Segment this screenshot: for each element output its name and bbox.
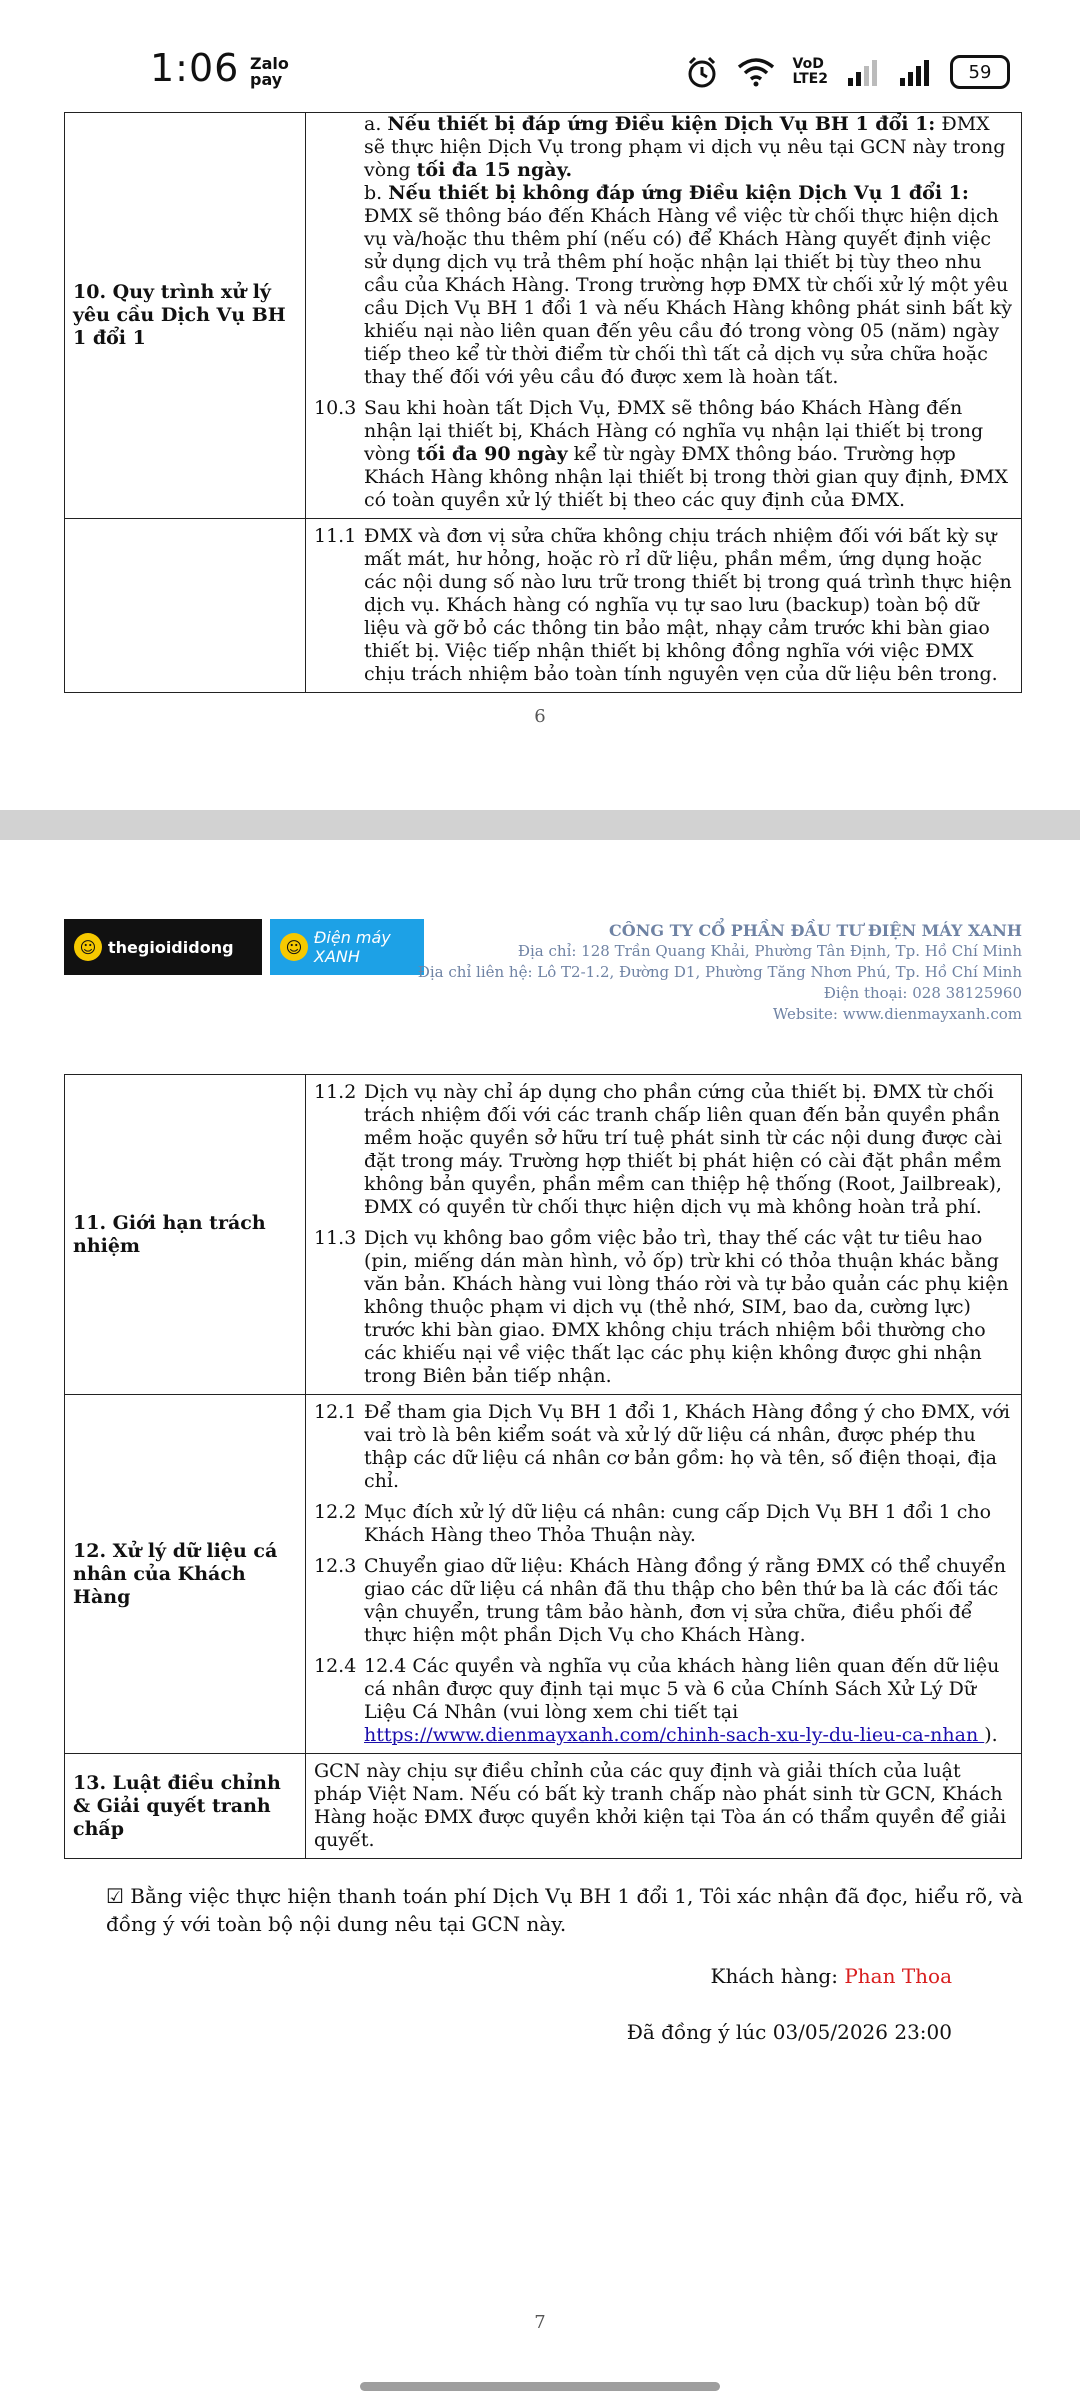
company-info [418,920,1022,1025]
row-heading [65,519,306,693]
clause-bold: tối đa 15 ngày. [416,159,573,181]
clause-text: ĐMX sẽ thực hiện Dịch Vụ trong phạm vi dịch vụ nêu tại GCN này trong vòng [364,113,1006,181]
page-number: 7 [534,2312,546,2333]
clause-12-3 [314,1555,1013,1647]
zalopay-icon [250,56,289,88]
privacy-policy-link[interactable]: https://www.dienmayxanh.com/chinh-sach-xu-ly-du-lieu-ca-nhan [364,1724,985,1746]
volte-label-2: LTE2 [792,71,828,87]
row-content [306,1075,1022,1395]
clause-body [364,397,1013,512]
clause-number: 11.3 [314,1227,357,1249]
clause-bold: tối đa 90 ngày [416,443,568,465]
clause-text: Dịch vụ không bao gồm việc bảo trì, thay thế các vật tư tiêu hao (pin, miếng dán màn hình, vỏ ốp) trừ khi có thỏa thuận khác bằng văn bản. Khách hàng vui lòng tháo rời và tự bảo quản các phụ kiện không thuộc phạm vi dịch vụ (thẻ nhớ, SIM, bao da, cường lực) trước khi bàn giao. ĐMX không chịu trách nhiệm bồi thường cho các khiếu nại về việc thất lạc các phụ kiện không được ghi nhận trong Biên bản tiếp nhận. [364,1227,1009,1387]
agreed-timestamp: Đã đồng ý lúc 03/05/2026 23:00 [626,2020,952,2044]
clause-12-4 [314,1655,1013,1747]
volte-icon [793,57,828,87]
page-number: 6 [534,706,546,727]
row-content [306,1395,1022,1754]
clause-10-2a [314,113,1013,182]
logo-text: thegioididong [108,937,234,957]
clause-10-3 [314,397,1013,512]
clause-12-2 [314,1501,1013,1547]
company-name: CÔNG TY CỔ PHẦN ĐẦU TƯ ĐIỆN MÁY XANH [609,921,1022,940]
row-content [306,519,1022,693]
brand-logos [64,919,424,975]
clause-text: ĐMX sẽ thông báo đến Khách Hàng về việc từ chối thực hiện dịch vụ và/hoặc thu thêm phí (nếu có) để Khách Hàng quyết định việc sử dụng dịch vụ trả thêm phí hoặc nhận lại thiết bị tùy theo nhu cầu của Khách Hàng. Trong trường hợp ĐMX từ chối xử lý một yêu cầu Dịch Vụ BH 1 đổi 1 và nếu Khách Hàng không phát sinh bất kỳ khiếu nại nào liên quan đến yêu cầu đó trong vòng 05 (năm) ngày tiếp theo kể từ thời điểm từ chối thì tất cả dịch vụ sửa chữa hoặc thay thế đối với yêu cầu đó được xem là hoàn tất. [364,205,1012,388]
signal-icon [846,58,880,86]
row-heading: 13. Luật điều chỉnh & Giải quyết tranh chấp [65,1754,306,1859]
clause-11-3 [314,1227,1013,1388]
clause-11-2 [314,1081,1013,1219]
clause-text: kể từ ngày ĐMX thông báo. Trường hợp Khách Hàng không nhận lại thiết bị trong thời gian quy định, ĐMX có toàn quyền xử lý thiết bị theo các quy định của ĐMX. [364,443,1008,511]
signal-icon [898,58,932,86]
clause-number: 10.3 [314,397,357,419]
clause-bold: Nếu thiết bị đáp ứng Điều kiện Dịch Vụ BH 1 đổi 1: [387,113,936,135]
customer-name: Phan Thoa [844,1964,952,1988]
clause-text: ĐMX và đơn vị sửa chữa không chịu trách nhiệm đối với bất kỳ sự mất mát, hư hỏng, hoặc rò rỉ dữ liệu, phần mềm, ứng dụng hoặc các nội dung số nào lưu trữ trong thiết bị trong quá trình thực hiện dịch vụ. Khách hàng có nghĩa vụ tự sao lưu (backup) toàn bộ dữ liệu và gỡ bỏ các thông tin bảo mật, nhạy cảm trước khi bàn giao thiết bị. Việc tiếp nhận thiết bị không đồng nghĩa với việc ĐMX chịu trách nhiệm bảo toàn tính nguyên vẹn của dữ liệu bên trong. [364,525,1012,685]
logo-text: Điện máy XANH [314,928,391,966]
clause-number: 12.2 [314,1501,357,1523]
agreement-confirmation: ☑ Bằng việc thực hiện thanh toán phí Dịch Vụ BH 1 đổi 1, Tôi xác nhận đã đọc, hiểu rõ, và đồng ý với toàn bộ nội dung nêu tại GCN này. [106,1884,1024,1936]
clause-number: 11.1 [314,525,357,547]
page-separator [0,810,1080,840]
zalopay-label-1: Zalo [250,54,289,73]
zalopay-label-2: pay [250,70,283,89]
clause-number: 11.2 [314,1081,357,1103]
table-row [65,1075,1022,1395]
clause-number: 12.4 [314,1655,357,1677]
clause-number: 12.1 [314,1401,357,1423]
clause-12-1 [314,1401,1013,1493]
row-heading: 10. Quy trình xử lý yêu cầu Dịch Vụ BH 1 đổi 1 [65,113,306,519]
company-address: Địa chỉ: 128 Trần Quang Khải, Phường Tân Định, Tp. Hồ Chí Minh [517,942,1022,960]
thegioididong-logo [64,919,262,975]
clause-text: Để tham gia Dịch Vụ BH 1 đổi 1, Khách Hàng đồng ý cho ĐMX, với vai trò là bên kiểm soát và xử lý dữ liệu cá nhân, được phép thu thập các dữ liệu cá nhân cơ bản gồm: họ và tên, số điện thoại, địa chỉ. [364,1401,1010,1492]
clause-label: b. [364,182,389,204]
terms-table-page6 [64,112,1022,693]
clause-body [364,1655,1013,1747]
company-website: Website: www.dienmayxanh.com [772,1005,1022,1023]
battery-icon [950,55,1010,89]
row-heading: 11. Giới hạn trách nhiệm [65,1075,306,1395]
company-phone: Điện thoại: 028 38125960 [823,984,1022,1002]
customer-line [711,1964,952,1988]
clause-text: Mục đích xử lý dữ liệu cá nhân: cung cấp Dịch Vụ BH 1 đổi 1 cho Khách Hàng theo Thỏa Thuận này. [364,1501,992,1546]
customer-label: Khách hàng: [710,1964,845,1988]
clause-text: Sau khi hoàn tất Dịch Vụ, ĐMX sẽ thông báo Khách Hàng đến nhận lại thiết bị, Khách Hàng có nghĩa vụ nhận lại thiết bị trong vòng [364,397,984,465]
table-row [65,519,1022,693]
clause-bold: Nếu thiết bị không đáp ứng Điều kiện Dịch Vụ 1 đổi 1: [388,182,969,204]
clause-10-2b [314,182,1013,389]
smile-icon: ☺ [74,933,102,961]
clause-label: a. [364,113,388,135]
row-heading: 12. Xử lý dữ liệu cá nhân của Khách Hàng [65,1395,306,1754]
clause-11-1 [314,525,1013,686]
alarm-icon [685,55,719,89]
company-contact-address: Địa chỉ liên hệ: Lô T2-1.2, Đường D1, Phường Tăng Nhơn Phú, Tp. Hồ Chí Minh [417,963,1022,981]
row-content [306,113,1022,519]
wifi-icon [737,57,775,87]
smile-icon: ☺ [280,933,308,961]
table-row [65,1754,1022,1859]
home-indicator[interactable] [360,2382,720,2391]
dienmayxanh-logo [270,919,424,975]
volte-label-1: VoD [792,56,824,72]
table-row [65,113,1022,519]
clause-text: Dịch vụ này chỉ áp dụng cho phần cứng của thiết bị. ĐMX từ chối trách nhiệm đối với các tranh chấp liên quan đến bản quyền phần mềm hoặc quyền sở hữu trí tuệ phát sinh từ các nội dung được cài đặt trong máy. Trường hợp thiết bị phát hiện có cài đặt phần mềm không bản quyền, phần mềm can thiệp hệ thống (Root, Jailbreak), ĐMX có quyền từ chối thực hiện dịch vụ mà không hoàn trả phí. [364,1081,1003,1218]
battery-level: 59 [968,61,992,83]
clause-text: 12.4 Các quyền và nghĩa vụ của khách hàng liên quan đến dữ liệu cá nhân được quy định tại mục 5 và 6 của Chính Sách Xử Lý Dữ Liệu Cá Nhân (vui lòng xem chi tiết tại [364,1655,1000,1723]
clause-text: ). [984,1724,998,1746]
clause-number: 12.3 [314,1555,357,1577]
terms-table-page7 [64,1074,1022,1859]
clause-text: Chuyển giao dữ liệu: Khách Hàng đồng ý rằng ĐMX có thể chuyển giao các dữ liệu cá nhân đã thu thập cho bên thứ ba là các đối tác vận chuyển, trung tâm bảo hành, đơn vị sửa chữa, điều phối để thực hiện một phần Dịch Vụ cho Khách Hàng. [364,1555,1006,1646]
status-time: 1:06 [150,46,240,90]
row-content: GCN này chịu sự điều chỉnh của các quy định và giải thích của luật pháp Việt Nam. Nếu có bất kỳ tranh chấp nào phát sinh từ GCN, Khách Hàng hoặc ĐMX được quyền khởi kiện tại Tòa án có thẩm quyền để giải quyết. [306,1754,1022,1859]
table-row [65,1395,1022,1754]
